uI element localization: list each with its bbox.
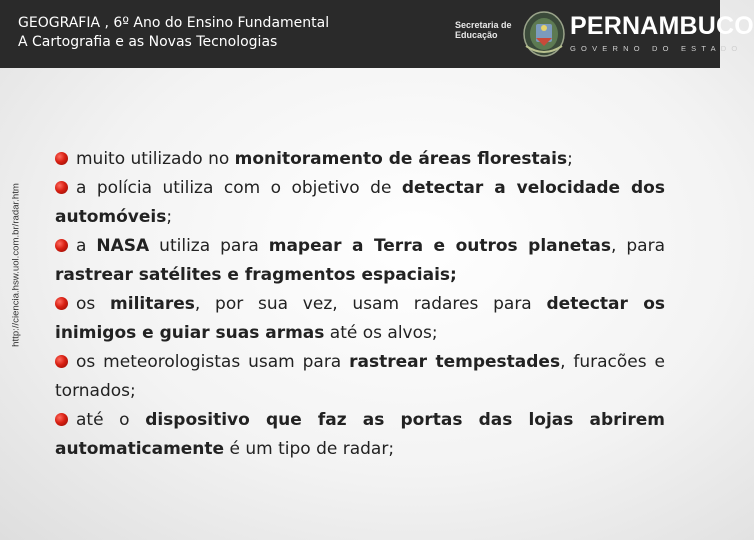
secretaria-line-2: Educação [455, 30, 498, 40]
brand-name: PERNAMBUCO [570, 12, 754, 40]
item-text: os meteorologistas usam para [76, 352, 350, 372]
item-emphasis: monitoramento de áreas florestais [234, 149, 568, 169]
item-text: , furacões e tornados; [55, 352, 665, 401]
bullet-icon [55, 355, 68, 368]
item-text: os [76, 294, 111, 314]
item-text: a polícia utiliza com o objetivo de [76, 178, 402, 198]
item-text: a [76, 236, 97, 256]
item-emphasis: detectar os inimigos e guiar suas armas [55, 294, 665, 343]
bullet-icon [55, 413, 68, 426]
item-text: , por sua vez, usam radares para [194, 294, 547, 314]
list-item [55, 290, 665, 348]
source-url-text: http://ciencia.hsw.uol.com.br/radar.htm [10, 183, 22, 347]
item-emphasis: mapear a Terra e outros planetas [268, 236, 611, 256]
list-item [55, 232, 665, 290]
title-line-2: A Cartografia e as Novas Tecnologias [18, 34, 278, 50]
bullet-icon [55, 181, 68, 194]
item-text: utiliza para [149, 236, 269, 256]
header-bar [0, 0, 754, 68]
slide-title [18, 14, 329, 52]
list-item [55, 174, 665, 232]
bullet-list [55, 145, 665, 464]
brand-subtitle: GOVERNO DO ESTADO [570, 44, 743, 53]
list-item [55, 145, 665, 174]
item-emphasis: rastrear satélites e fragmentos espaciais; [55, 265, 457, 285]
bullet-icon [55, 297, 68, 310]
item-text: até os alvos; [324, 323, 438, 343]
list-item [55, 348, 665, 406]
bullet-icon [55, 152, 68, 165]
title-line-1: GEOGRAFIA , 6º Ano do Ensino Fundamental [18, 15, 330, 31]
item-text: muito utilizado no [76, 149, 235, 169]
item-text: ; [567, 149, 573, 169]
brand-logo [570, 12, 754, 55]
secretaria-label [455, 20, 515, 40]
secretaria-line-1: Secretaria de [455, 20, 512, 30]
state-seal-icon [522, 10, 566, 58]
item-emphasis: militares [110, 294, 195, 314]
item-emphasis: rastrear tempestades [349, 352, 561, 372]
item-emphasis: dispositivo que faz as portas das lojas abrirem automaticamente [55, 410, 665, 459]
item-emphasis: NASA [96, 236, 150, 256]
item-text: é um tipo de radar; [224, 439, 395, 459]
bullet-icon [55, 239, 68, 252]
item-text: , para [610, 236, 665, 256]
list-item [55, 406, 665, 464]
item-text: até o [76, 410, 146, 430]
item-emphasis: detectar a velocidade dos automóveis [55, 178, 665, 227]
item-text: ; [166, 207, 173, 227]
